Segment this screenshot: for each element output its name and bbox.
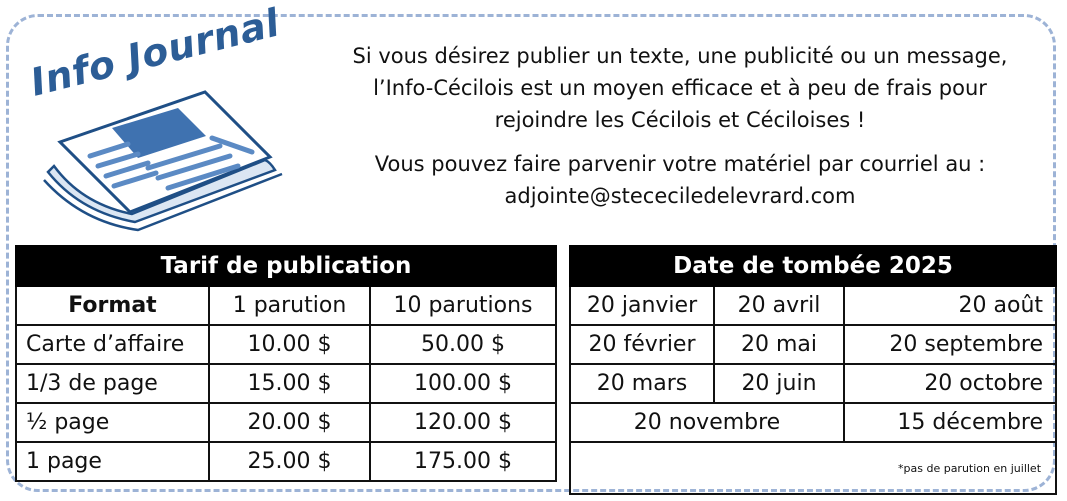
price-cell: 120.00 $ [370,403,556,442]
table-row [570,286,1056,325]
date-cell: 20 août [844,286,1056,325]
date-cell: 20 novembre [570,403,844,442]
tarif-title: Tarif de publication [16,246,556,286]
date-cell: 15 décembre [844,403,1056,442]
intro-line-3: rejoindre les Cécilois et Céciloises ! [494,108,866,132]
intro-line-2: l’Info-Cécilois est un moyen efficace et à peu de frais pour [373,76,987,100]
price-cell: 50.00 $ [370,325,556,364]
format-cell: ½ page [16,403,209,442]
table-row [16,442,556,481]
table-row [16,364,556,403]
price-cell: 175.00 $ [370,442,556,481]
header-1-parution: 1 parution [209,286,370,325]
intro-paragraph-1 [325,40,1035,136]
dates-title: Date de tombée 2025 [570,246,1056,286]
intro-line-1: Si vous désirez publier un texte, une publicité ou un message, [352,44,1008,68]
format-cell: 1/3 de page [16,364,209,403]
table-row [16,325,556,364]
table-row [570,364,1056,403]
price-cell: 100.00 $ [370,364,556,403]
date-cell: 20 mars [570,364,714,403]
date-cell: 20 janvier [570,286,714,325]
table-row [570,403,1056,442]
date-cell: 20 juin [714,364,844,403]
date-cell: 20 septembre [844,325,1056,364]
tarif-table [15,245,557,482]
table-row [570,442,1056,494]
price-cell: 25.00 $ [209,442,370,481]
price-cell: 10.00 $ [209,325,370,364]
table-row [570,325,1056,364]
date-cell: 20 mai [714,325,844,364]
info-journal-logo [20,0,320,232]
intro-paragraph-2 [325,148,1035,212]
date-cell: 20 octobre [844,364,1056,403]
intro-line-4: Vous pouvez faire parvenir votre matériel par courriel au : [374,152,986,176]
date-cell: 20 février [570,325,714,364]
footnote: *pas de parution en juillet [570,442,1056,494]
table-row [16,403,556,442]
email-link[interactable]: adjointe@stececiledelevrard.com [504,184,856,208]
logo-title: Info Journal [26,0,284,105]
price-cell: 15.00 $ [209,364,370,403]
date-cell: 20 avril [714,286,844,325]
dates-table [569,245,1057,495]
format-cell: Carte d’affaire [16,325,209,364]
price-cell: 20.00 $ [209,403,370,442]
intro-text [325,40,1035,212]
header-10-parutions: 10 parutions [370,286,556,325]
header-format: Format [16,286,209,325]
format-cell: 1 page [16,442,209,481]
